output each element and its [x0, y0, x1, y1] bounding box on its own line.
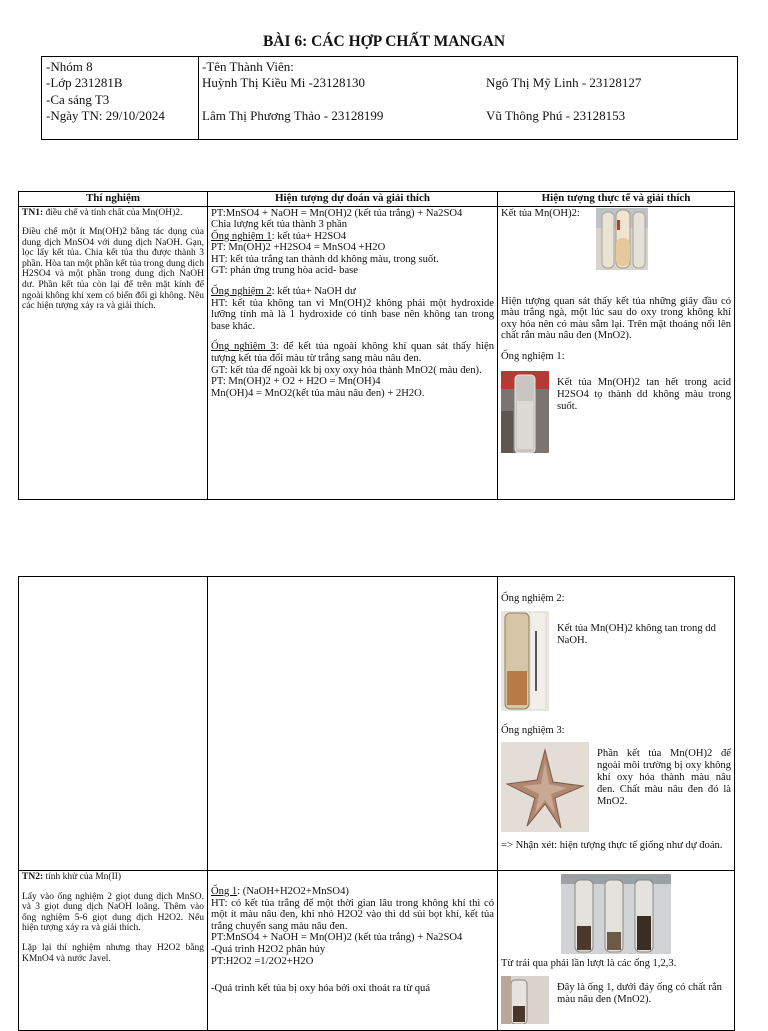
tn2-cut-line: -Quá trình kết tủa bị oxy hóa bởi oxi thoát ra từ quá — [211, 983, 431, 995]
tn1-precip-label: Kết tủa Mn(OH)2: — [501, 207, 580, 219]
precipitate-photo — [596, 208, 648, 270]
tn1-title: TN1: — [22, 207, 44, 218]
tn1-tube2-ht: HT: kết tủa không tan vì Mn(OH)2 không phải một hydroxide lưỡng tính mà là 1 hydroxide có tính base nên không tan trong base khác. — [211, 297, 494, 332]
tn2-tube1-label: Ống 1 — [211, 886, 238, 897]
tn1-tube3-gt: GT: kết tủa để ngoài kk bị oxy oxy hóa thành MnO2( màu đen). — [211, 364, 482, 376]
tn2-title-rest: tính khử của Mn(II) — [43, 872, 122, 882]
tn1-tube2-rest: : kết tủa+ NaOH dư — [271, 286, 356, 298]
tn1-actual-tube3-label: Ống nghiệm 3: — [501, 724, 565, 736]
tn1-tube3-eq1: PT: Mn(OH)2 + O2 + H2O = Mn(OH)4 — [211, 376, 381, 388]
tn2-eq2: PT:H2O2 =1/2O2+H2O — [211, 955, 314, 967]
tn1-split: Chia lượng kết tủa thành 3 phần — [211, 219, 348, 231]
experiment-table-1 — [18, 191, 735, 500]
tn1-tube1-label: Ống nghiệm 1 — [211, 230, 272, 242]
class-code: -Lớp 231281B — [46, 75, 123, 90]
empty-cell-2 — [208, 577, 498, 871]
header-predicted: Hiện tượng dự đoán và giải thích — [208, 192, 498, 207]
tube3-glass-photo — [501, 742, 589, 832]
tn1-tube3-eq2: Mn(OH)4 = MnO2(kết tủa màu nâu đen) + 2H2O. — [211, 387, 425, 399]
tn1-actual-cell — [498, 206, 735, 499]
group-number: -Nhóm 8 — [46, 59, 93, 74]
tn2-description-cell — [19, 871, 208, 1031]
tn1-tube1-gt: GT: phản ứng trung hòa acid- base — [211, 265, 359, 277]
experiment-table-2 — [18, 576, 735, 1031]
tn1-title-rest: điều chế và tính chất của Mn(OH)2. — [43, 207, 183, 218]
tn2-decomp: -Quá trình H2O2 phân hủy — [211, 943, 326, 955]
tn2-ht: HT: có kết tủa trắng để một thời gian lâu trong không khí thì có một ít màu nâu đen, khi nhỏ H2O2 vào thì dd sủi bọt khí, kết tủa trắng chuyển sang màu nâu đen. — [211, 897, 494, 932]
group-info-box — [41, 56, 738, 140]
tn2-repeat: Lặp lại thí nghiệm nhưng thay H2O2 bằng KMnO4 và nước Javel. — [22, 942, 204, 964]
tube2-photo — [501, 611, 549, 711]
tn1-observation: Hiện tượng quan sát thấy kết tủa những giây đầu có màu trắng ngà, một lúc sau do oxy trong không khí oxy hóa nên có màu sẫm lại. Trên mặt thoáng nổi lên chất rắn màu nâu đen (MnO2). — [501, 295, 731, 342]
tn1-description-cell — [19, 206, 208, 499]
tn1-eq1: PT:MnSO4 + NaOH = Mn(OH)2 (kết tủa trắng) + Na2SO4 — [211, 207, 463, 219]
member-1: Huỳnh Thị Kiều Mi -23128130 — [202, 75, 365, 90]
empty-cell-1 — [19, 577, 208, 871]
tn2-tube1-rest: : (NaOH+H2O2+MnSO4) — [237, 886, 349, 897]
header-experiment: Thí nghiệm — [19, 192, 208, 207]
tn1-remark: => Nhận xét: hiện tượng thực tế giống như dự đoán. — [501, 840, 723, 852]
three-tubes-photo — [561, 874, 671, 954]
tn2-procedure: Lấy vào ống nghiệm 2 giọt dung dịch MnSO. và 3 giọt dung dịch NaOH loãng. Thêm vào ống nghiệm 5-6 giọt dung dịch H2O2. Nếu hiện tượng xảy ra và giải thích. — [22, 891, 204, 934]
page-title: BÀI 6: CÁC HỢP CHẤT MANGAN — [262, 33, 506, 50]
tube2-caption: Kết tủa Mn(OH)2 không tan trong dd NaOH. — [557, 622, 716, 646]
shift: -Ca sáng T3 — [46, 92, 110, 107]
tn2-tube1-photo — [501, 976, 549, 1024]
tube1-caption: Kết tủa Mn(OH)2 tan hết trong acid H2SO4 tọ thành dd không màu trong suốt. — [557, 377, 731, 413]
header-actual: Hiện tượng thực tế và giải thích — [498, 192, 735, 207]
tn1-tube2-label: Ống nghiệm 2 — [211, 286, 272, 298]
members-label: -Tên Thành Viên: — [202, 59, 294, 74]
tn2-predicted-cell — [208, 871, 498, 1031]
experiment-date: -Ngày TN: 29/10/2024 — [46, 108, 165, 123]
tn1-tube1-ht: HT: kết tủa trắng tan thành dd không màu, trong suốt. — [211, 253, 439, 265]
tube1-photo — [501, 371, 549, 453]
tn2-eq1: PT:MnSO4 + NaOH = Mn(OH)2 (kết tủa trắng) + Na2SO4 — [211, 932, 463, 944]
tn1-continued-cell — [498, 577, 735, 871]
tn1-tube3-label: Ống nghiệm 3 — [211, 341, 276, 353]
tn1-tube3-rest: : để kết tủa ngoài không khí quan sát thấy hiện tượng kết tủa đổi màu từ trắng sang màu nâu đen. — [211, 341, 494, 365]
tn1-predicted-cell — [208, 206, 498, 499]
member-3: Lâm Thị Phương Thảo - 23128199 — [202, 108, 384, 123]
info-divider — [198, 57, 199, 139]
tn1-tube1-rest: : kết tủa+ H2SO4 — [271, 230, 347, 242]
tn2-title: TN2: — [22, 872, 44, 882]
tn1-procedure: Điều chế một ít Mn(OH)2 bằng tác dụng của dung dịch MnSO4 với dung dịch NaOH. Gạn, lọc lấy kết tủa. Chia kết tủa thu được thành 3 phần. Hòa tan một phần kết tủa trong dung dịch H2SO4 và một phần trong dung dịch NaOH dư. Phần kết tủa còn lại để trên mặt kính để ngoài không khí xem có biến đổi gì không. Nêu các hiện tượng xảy ra và giải thích. — [22, 227, 204, 312]
tn1-actual-tube2-label: Ống nghiệm 2: — [501, 593, 565, 604]
tn2-actual-cell — [498, 871, 735, 1031]
tn1-actual-tube1-label: Ống nghiệm 1: — [501, 350, 565, 362]
tn2-tube-order: Từ trái qua phải lần lượt là các ống 1,2,3. — [501, 958, 677, 969]
tn1-tube1-eq: PT: Mn(OH)2 +H2SO4 = MnSO4 +H2O — [211, 242, 386, 254]
member-4: Vũ Thông Phú - 23128153 — [486, 108, 626, 123]
member-2: Ngô Thị Mỹ Linh - 23128127 — [486, 75, 642, 90]
tn2-tube1-caption: Đây là ống 1, dưới đáy ống có chất rắn màu nâu đen (MnO2). — [557, 981, 722, 1005]
tube3-caption: Phần kết tủa Mn(OH)2 để ngoài môi trường bị oxy không khí oxy hóa thành màu nâu đen. Chất màu nâu đen đó là MnO2. — [597, 748, 731, 808]
